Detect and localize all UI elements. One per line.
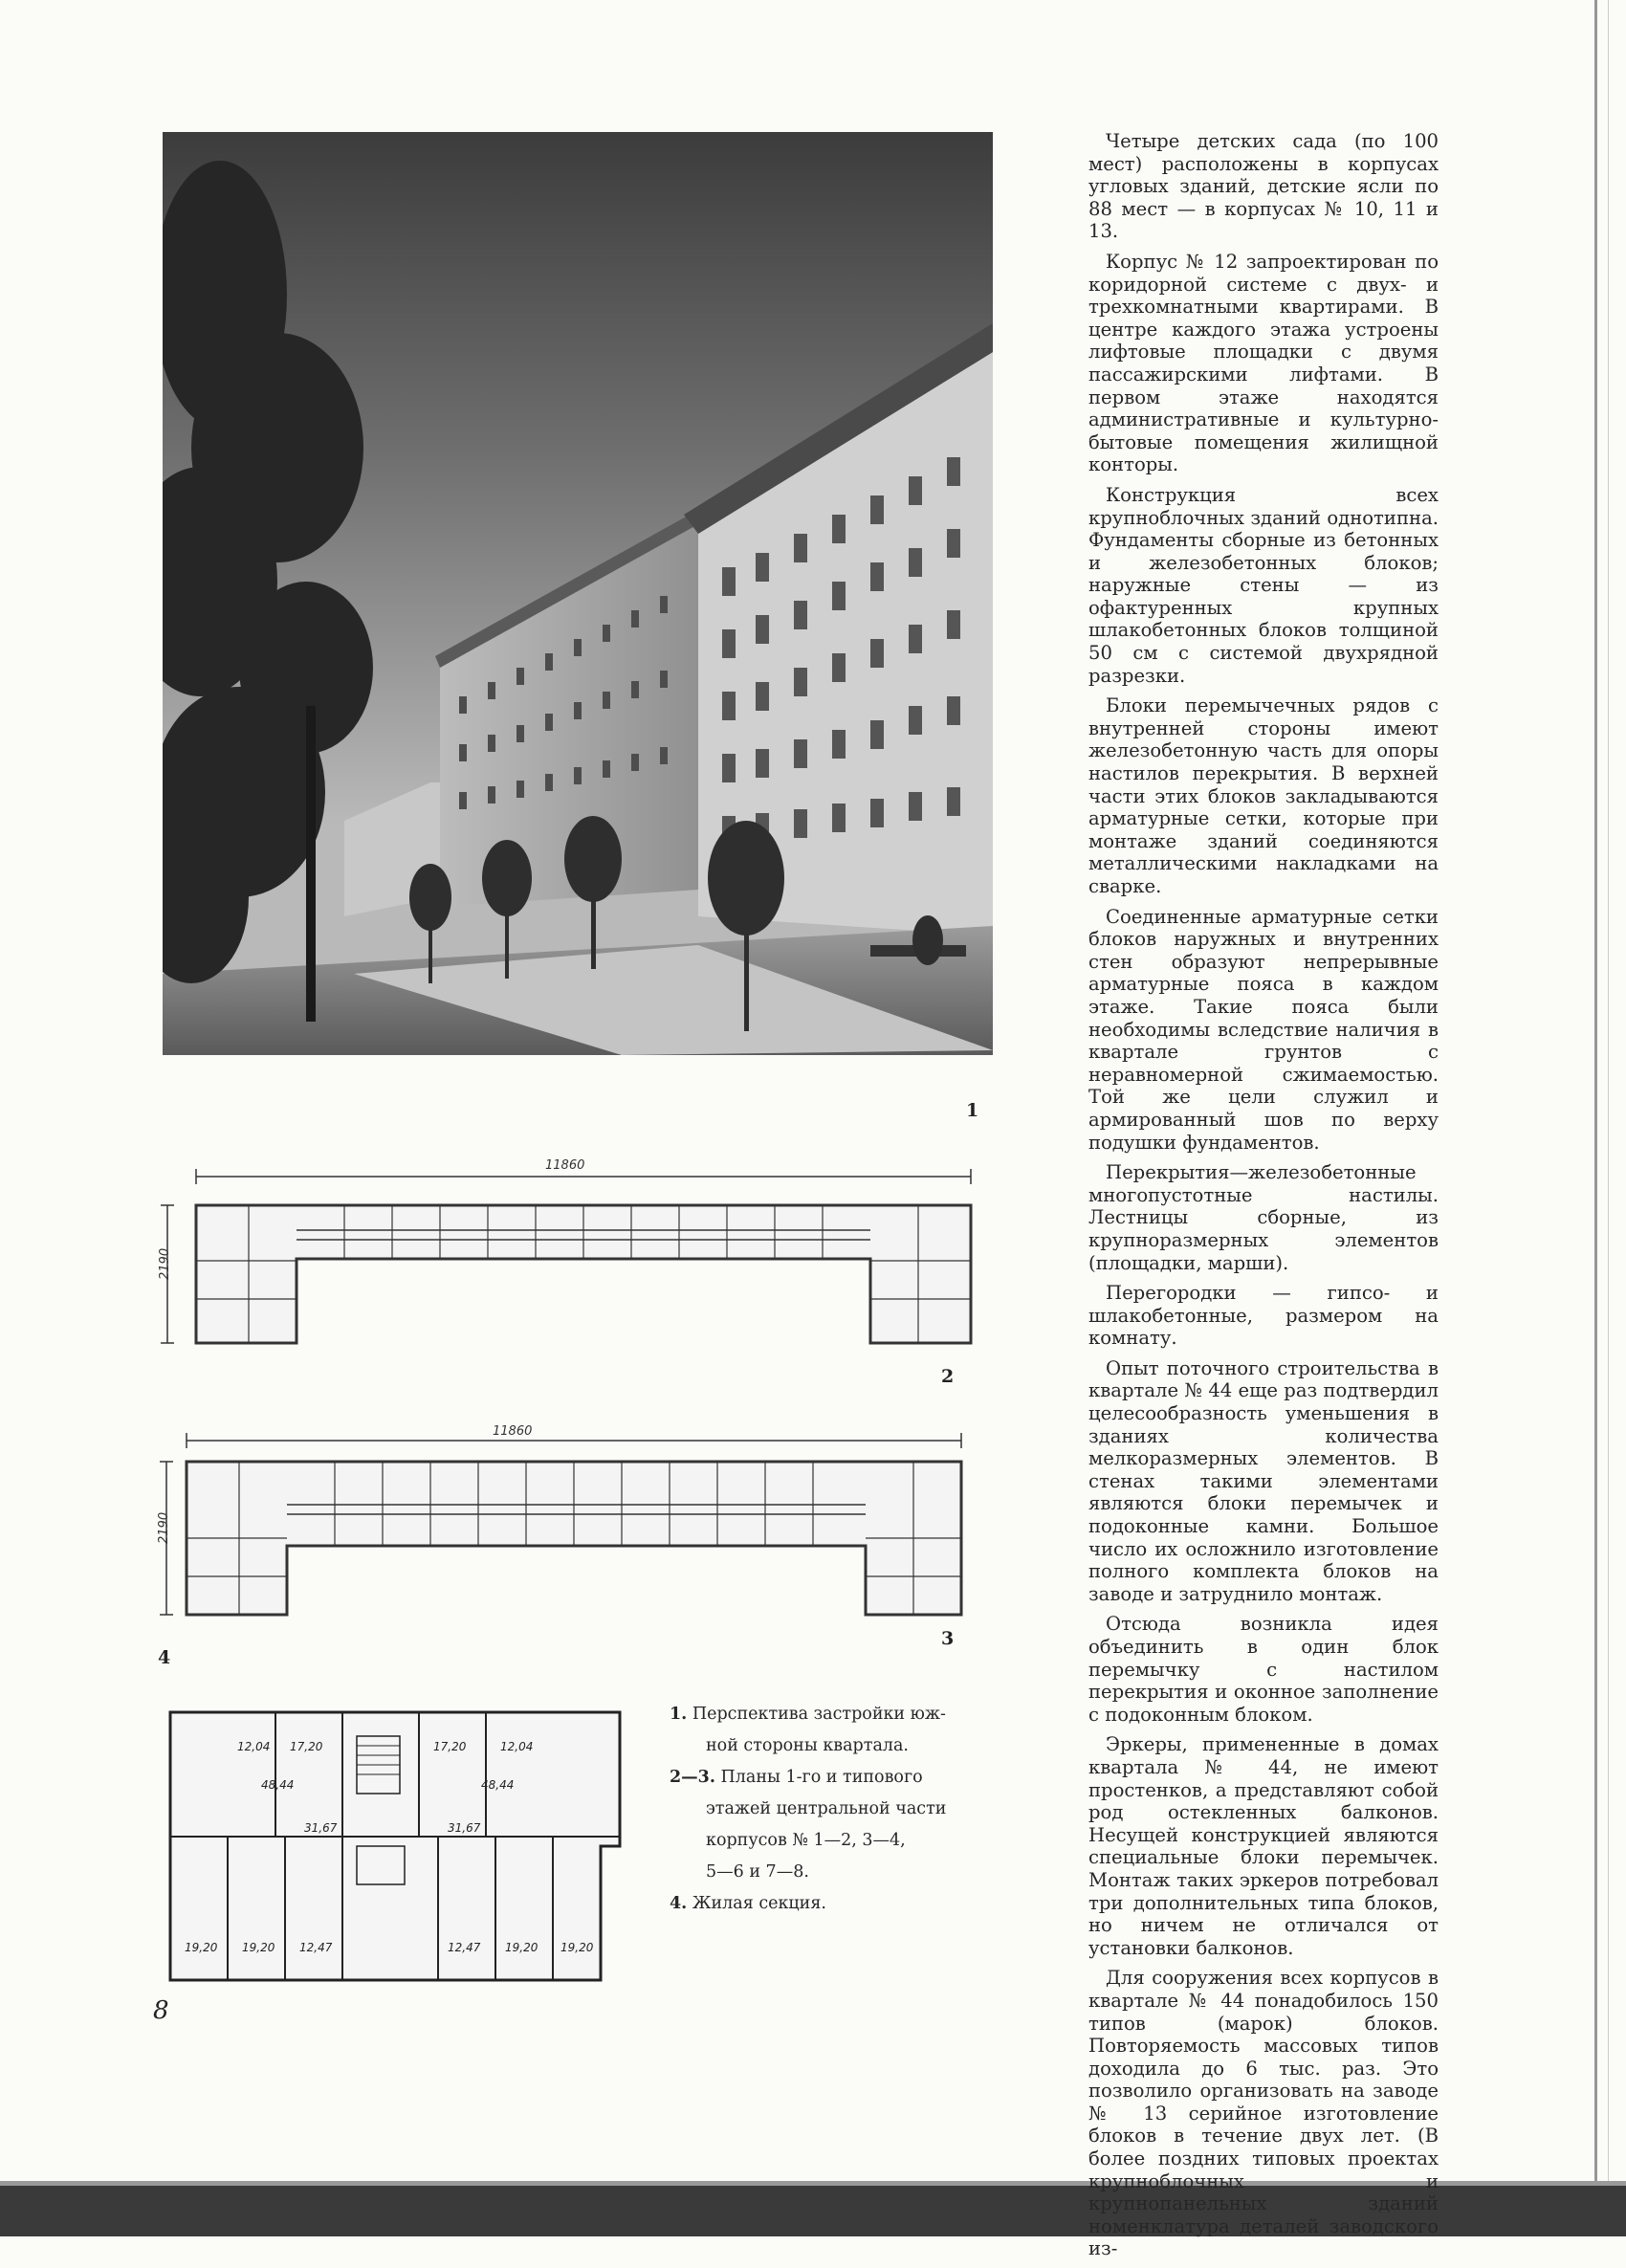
floor-plan-4-living-section xyxy=(161,1693,629,1990)
page-number: 8 xyxy=(153,1996,169,2025)
figure-number-1: 1 xyxy=(966,1100,979,1121)
page-edge-line-thin xyxy=(1608,0,1609,2236)
body-paragraph: Конструкция всех крупноблочных зданий однотипна. Фундаменты сборные из бетонных и железобетонных блоков; наружные стены — из офактуренных крупных шлакобетонных блоков толщиной 50 см с системой двухрядной разрезки. xyxy=(1088,483,1439,687)
area-label: 17,20 xyxy=(433,1740,467,1753)
area-label: 12,47 xyxy=(299,1941,333,1954)
caption-2-3: 2—3. Планы 1-го и типового xyxy=(670,1768,923,1787)
area-label: 12,47 xyxy=(448,1941,481,1954)
plan2-width-dim: 11860 xyxy=(545,1158,585,1173)
floor-plan-2 xyxy=(153,1156,985,1376)
body-paragraph: Опыт поточного строительства в квартале № 44 еще раз подтвердил целесообразность уменьшения в зданиях количества мелкоразмерных элементов. В стенах такими элементами являются блоки перемычек и подоконные камни. Большое число их осложнило изготовление полного комплекта блоков на заводе и затруднило монтаж. xyxy=(1088,1356,1439,1605)
body-paragraph: Соединенные арматурные сетки блоков наружных и внутренних стен образуют непрерывные арматурные пояса в каждом этаже. Такие пояса были необходимы вследствие наличия в квартале грунтов с неравномерной сжимаемостью. Той же цели служил и армированный шов по верху подушки фундаментов. xyxy=(1088,905,1439,1154)
plan3-height-dim: 2190 xyxy=(157,1511,171,1544)
figure-number-4: 4 xyxy=(158,1647,171,1668)
area-label: 19,20 xyxy=(505,1941,538,1954)
caption-2-3-cont: этажей центральной части xyxy=(706,1799,947,1818)
page-edge-line xyxy=(1594,0,1597,2236)
caption-4: 4. Жилая секция. xyxy=(670,1894,826,1913)
caption-2-3-cont: 5—6 и 7—8. xyxy=(706,1862,809,1882)
body-paragraph: Перегородки — гипсо- и шлакобетонные, размером на комнату. xyxy=(1088,1282,1439,1350)
floor-plan-3 xyxy=(153,1423,985,1643)
caption-2-3-cont: корпусов № 1—2, 3—4, xyxy=(706,1831,906,1850)
figure-captions xyxy=(670,1699,1016,1920)
area-label: 17,20 xyxy=(290,1740,323,1753)
plan3-width-dim: 11860 xyxy=(493,1424,533,1439)
figure-number-2: 2 xyxy=(941,1366,955,1387)
body-paragraph: Блоки перемычечных рядов с внутренней стороны имеют железобетонную часть для опоры настилов перекрытия. В верхней части этих блоков закладываются арматурные сетки, которые при монтаже зданий соединяются металлическими накладками на сварке. xyxy=(1088,694,1439,897)
caption-1: 1. Перспектива застройки юж- xyxy=(670,1705,946,1724)
plan2-height-dim: 2190 xyxy=(158,1247,172,1280)
body-paragraph: Перекрытия—железобетонные многопустотные настилы. Лестницы сборные, из крупноразмерных элементов (площадки, марши). xyxy=(1088,1161,1439,1274)
area-label: 48,44 xyxy=(481,1778,515,1792)
body-paragraph: Корпус № 12 запроектирован по коридорной системе с двух- и трехкомнатными квартирами. В центре каждого этажа устроены лифтовые площадки с двумя пассажирскими лифтами. В первом этаже находятся административные и культурно-бытовые помещения жилищной конторы. xyxy=(1088,250,1439,476)
area-label: 19,20 xyxy=(185,1941,218,1954)
area-label: 31,67 xyxy=(448,1821,481,1835)
area-label: 19,20 xyxy=(560,1941,594,1954)
area-label: 19,20 xyxy=(242,1941,275,1954)
area-label: 31,67 xyxy=(304,1821,338,1835)
body-paragraph: Для сооружения всех корпусов в квартале № 44 понадобилось 150 типов (марок) блоков. Повторяемость массовых типов доходила до 6 тыс. раз. Это позволило организовать на заводе № 13 серийное изготовление блоков в течение двух лет. (В более поздних типовых проектах крупноблочных и крупнопанельных зданий номенклатура деталей заводского из- xyxy=(1088,1967,1439,2260)
street-perspective-photo xyxy=(163,132,993,1055)
caption-1-cont: ной стороны квартала. xyxy=(706,1736,909,1755)
body-text-column xyxy=(1088,130,1439,2268)
figure-number-3: 3 xyxy=(941,1628,955,1649)
area-label: 12,04 xyxy=(237,1740,271,1753)
body-paragraph: Отсюда возникла идея объединить в один блок перемычку с настилом перекрытия и оконное заполнение с подоконным блоком. xyxy=(1088,1613,1439,1726)
area-label: 12,04 xyxy=(500,1740,534,1753)
body-paragraph: Четыре детских сада (по 100 мест) расположены в корпусах угловых зданий, детские ясли по 88 мест — в корпусах № 10, 11 и 13. xyxy=(1088,130,1439,243)
body-paragraph: Эркеры, примененные в домах квартала № 44, не имеют простенков, а представляют собой род остекленных балконов. Несущей конструкцией являются специальные блоки перемычек. Монтаж таких эркеров потребовал три дополнительных типа блоков, но ничем не отличался от установки балконов. xyxy=(1088,1733,1439,1959)
area-label: 48,44 xyxy=(261,1778,295,1792)
